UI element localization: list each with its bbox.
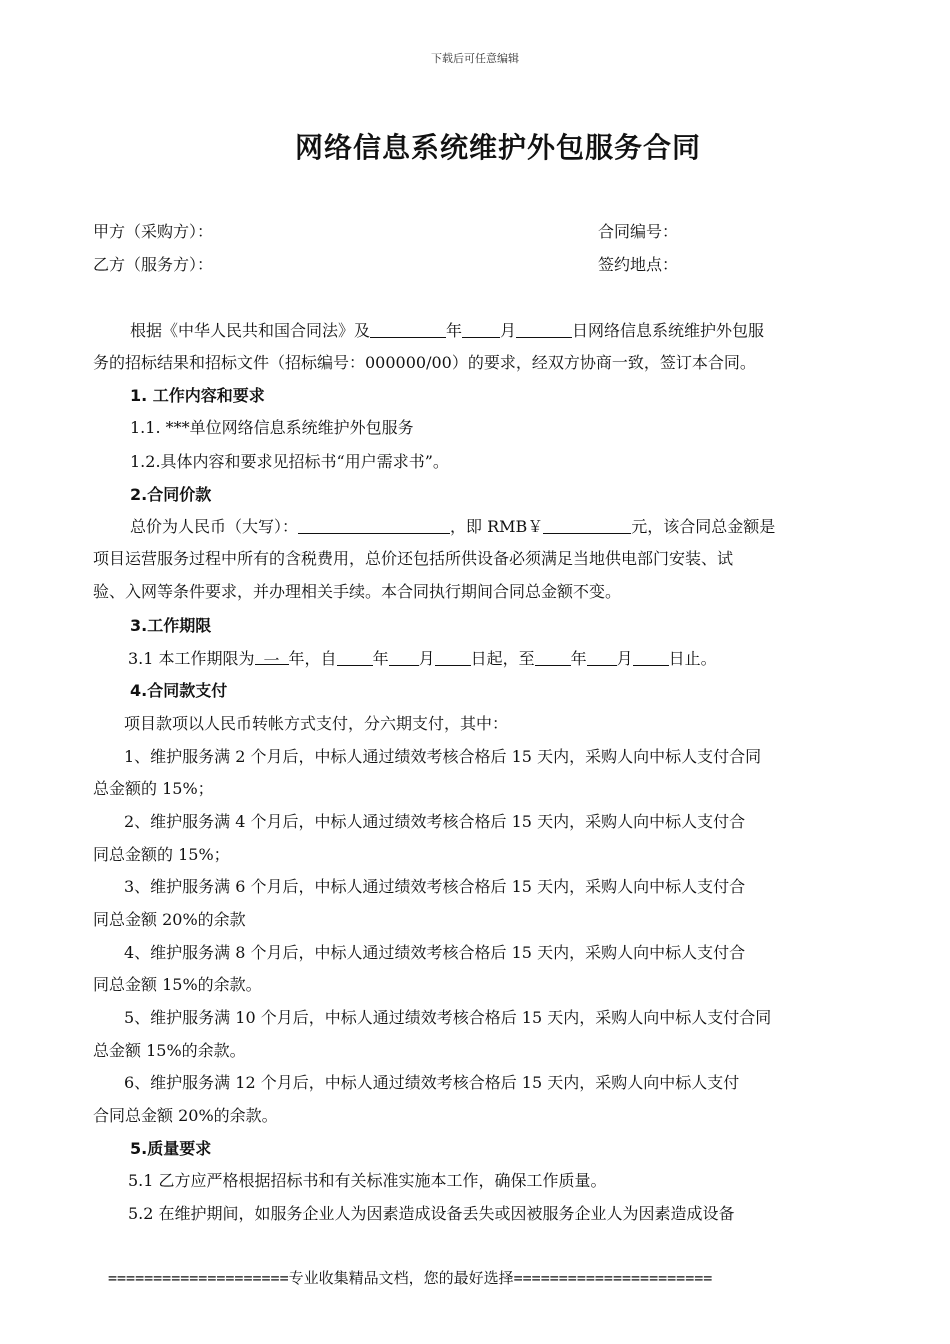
intro-text-b: 年 xyxy=(446,321,463,340)
section-5-item-1: 5.1 乙方应严格根据招标书和有关标准实施本工作，确保工作质量。 xyxy=(128,1171,607,1190)
header-note: 下载后可任意编辑 xyxy=(431,52,519,65)
payment-4-line-2: 同总金额 15%的余款。 xyxy=(93,975,262,994)
intro-line-1 xyxy=(130,318,764,341)
section-1-item-1: 1.1. ***单位网络信息系统维护外包服务 xyxy=(130,418,414,437)
section-4-heading: 4.合同款支付 xyxy=(130,681,228,700)
section-1-item-2: 1.2.具体内容和要求见招标书“用户需求书”。 xyxy=(130,452,449,471)
payment-3-line-2: 同总金额 20%的余款 xyxy=(93,910,246,929)
term-text-g: 年 xyxy=(570,649,587,668)
payment-6-line-2: 合同总金额 20%的余款。 xyxy=(93,1106,278,1125)
payment-intro: 项目款项以人民币转帐方式支付，分六期支付，其中： xyxy=(124,714,509,733)
section-5-item-2: 5.2 在维护期间，如服务企业人为因素造成设备丢失或因被服务企业人为因素造成设备 xyxy=(128,1204,735,1223)
price-text-c: 元，该合同总金额是 xyxy=(631,517,776,536)
section-2-heading: 2.合同价款 xyxy=(130,485,212,504)
price-text-b: ，即 RMB￥ xyxy=(450,517,544,536)
sign-place-label: 签约地点： xyxy=(598,255,679,274)
start-year-blank[interactable] xyxy=(337,649,373,666)
start-day-blank[interactable] xyxy=(435,649,471,666)
end-month-blank[interactable] xyxy=(587,649,617,666)
price-words-blank[interactable] xyxy=(298,517,450,534)
footer-banner: ====================专业收集精品文档，您的最好选择====================== xyxy=(108,1269,713,1287)
section-2-line-1 xyxy=(130,514,775,537)
contract-no-label: 合同编号： xyxy=(598,222,679,241)
term-text-f: 日起，至 xyxy=(470,649,535,668)
payment-2-line-2: 同总金额的 15%； xyxy=(93,845,230,864)
payment-1-line-1: 1、维护服务满 2 个月后，中标人通过绩效考核合格后 15 天内，采购人向中标人支付合同 xyxy=(124,747,762,766)
day-blank[interactable] xyxy=(516,321,572,338)
document-title: 网络信息系统维护外包服务合同 xyxy=(295,131,702,164)
term-text-e: 月 xyxy=(418,649,435,668)
month-blank[interactable] xyxy=(462,321,500,338)
term-text-c: 年，自 xyxy=(288,649,337,668)
term-text-d: 年 xyxy=(372,649,389,668)
intro-text-a: 根据《中华人民共和国合同法》及 xyxy=(130,321,371,340)
year-blank[interactable] xyxy=(370,321,446,338)
price-rmb-blank[interactable] xyxy=(543,517,631,534)
payment-1-line-2: 总金额的 15%； xyxy=(93,779,214,798)
section-3-heading: 3.工作期限 xyxy=(130,616,212,635)
section-5-heading: 5.质量要求 xyxy=(130,1139,212,1158)
term-text-i: 日止。 xyxy=(668,649,717,668)
intro-text-c: 月 xyxy=(500,321,517,340)
end-year-blank[interactable] xyxy=(535,649,571,666)
intro-line-2: 务的招标结果和招标文件（招标编号：000000/00）的要求，经双方协商一致，签订本合同。 xyxy=(93,353,756,372)
term-years: 一 xyxy=(255,648,289,665)
section-2-line-3: 验、入网等条件要求，并办理相关手续。本合同执行期间合同总金额不变。 xyxy=(93,582,622,601)
payment-5-line-1: 5、维护服务满 10 个月后，中标人通过绩效考核合格后 15 天内，采购人向中标人支付合同 xyxy=(124,1008,772,1027)
start-month-blank[interactable] xyxy=(389,649,419,666)
payment-5-line-2: 总金额 15%的余款。 xyxy=(93,1041,246,1060)
party-b-label: 乙方（服务方）： xyxy=(93,255,214,274)
payment-6-line-1: 6、维护服务满 12 个月后，中标人通过绩效考核合格后 15 天内，采购人向中标人支付 xyxy=(124,1073,740,1092)
section-3-item-1 xyxy=(128,646,717,669)
term-text-h: 月 xyxy=(616,649,633,668)
term-text-a: 3.1 本工作期限为 xyxy=(128,649,255,668)
payment-2-line-1: 2、维护服务满 4 个月后，中标人通过绩效考核合格后 15 天内，采购人向中标人支付合 xyxy=(124,812,746,831)
section-2-line-2: 项目运营服务过程中所有的含税费用，总价还包括所供设备必须满足当地供电部门安装、试 xyxy=(93,549,734,568)
price-text-a: 总价为人民币（大写）： xyxy=(130,517,299,536)
payment-4-line-1: 4、维护服务满 8 个月后，中标人通过绩效考核合格后 15 天内，采购人向中标人支付合 xyxy=(124,943,746,962)
payment-3-line-1: 3、维护服务满 6 个月后，中标人通过绩效考核合格后 15 天内，采购人向中标人支付合 xyxy=(124,877,746,896)
section-1-heading: 1. 工作内容和要求 xyxy=(130,386,265,405)
intro-text-d: 日网络信息系统维护外包服 xyxy=(572,321,765,340)
party-a-label: 甲方（采购方）： xyxy=(93,222,214,241)
end-day-blank[interactable] xyxy=(633,649,669,666)
